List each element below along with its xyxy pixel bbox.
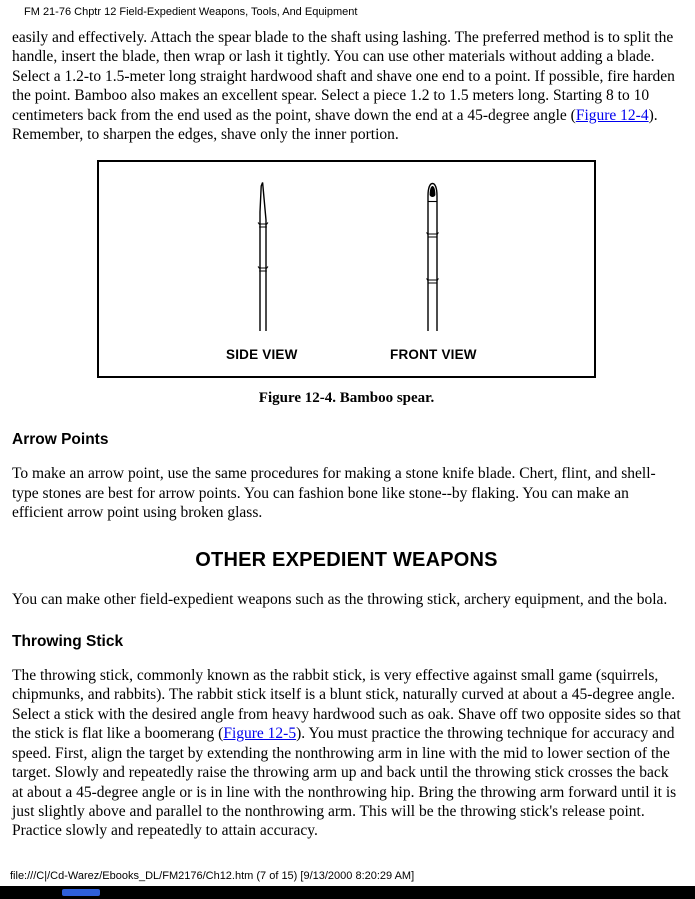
bamboo-spear-side-view-drawing xyxy=(255,180,271,337)
figure-reference-link[interactable]: Figure 12-5 xyxy=(223,725,297,743)
browser-status-file-path: file:///C|/Cd-Warez/Ebooks_DL/FM2176/Ch12.htm (7 of 15) [9/13/2000 8:20:29 AM] xyxy=(10,870,415,882)
bamboo-spear-front-view-drawing xyxy=(424,180,441,337)
figure-front-view-label: FRONT VIEW xyxy=(390,347,477,363)
figure-12-4-frame xyxy=(97,160,596,378)
taskbar[interactable] xyxy=(0,886,695,899)
paragraph-arrow-points: To make an arrow point, use the same procedures for making a stone knife blade. Chert, flint, and shell-type stones are best for arrow points. You can fashion bone like stone--by flaking. You can make an efficient arrow point using broken glass. xyxy=(12,465,656,522)
paragraph-other-weapons: You can make other field-expedient weapons such as the throwing stick, archery equipment, and the bola. xyxy=(12,590,668,608)
heading-throwing-stick: Throwing Stick xyxy=(12,633,124,651)
figure-reference-link[interactable]: Figure 12-4 xyxy=(575,106,649,124)
figure-12-4-caption: Figure 12-4. Bamboo spear. xyxy=(258,390,435,407)
paragraph-spear-instructions: easily and effectively. Attach the spear blade to the shaft using lashing. The preferred method is to split the handle, insert the blade, then wrap or lash it tightly. You can use other materials without adding a blade. Select a 1.2-to 1.5-meter long straight hardwood shaft and shave one end to a point. If possible, fire harden the point. Bamboo also makes an excellent spear. Select a piece 1.2 to 1.5 meters long. Starting 8 to 10 centimeters back from the end used as the point, shave down the end at a 45-degree angle (Figure 12-4). Remember, to sharpen the edges, shave only the inner portion. xyxy=(12,29,675,144)
heading-arrow-points: Arrow Points xyxy=(12,431,109,449)
figure-side-view-label: SIDE VIEW xyxy=(226,347,298,363)
paragraph-throwing-stick: The throwing stick, commonly known as the rabbit stick, is very effective against small game (squirrels, chipmunks, and rabbits). The rabbit stick itself is a blunt stick, naturally curved at about a 45-degree angle. Select a stick with the desired angle from heavy hardwood such as oak. Shave off two opposite sides so that the stick is flat like a boomerang (Figure 12-5). You must practice the throwing technique for accuracy and speed. First, align the target by extending the nonthrowing arm in line with the mid to lower section of the target. Slowly and repeatedly raise the throwing arm up and back until the throwing stick crosses the back at about a 45-degree angle or is in line with the nonthrowing hip. Bring the throwing arm forward until it is just slightly above and parallel to the nonthrowing arm. This will be the throwing stick's release point. Practice slowly and repeatedly to attain accuracy. xyxy=(12,667,681,840)
document-header: FM 21-76 Chptr 12 Field-Expedient Weapons, Tools, And Equipment xyxy=(24,6,358,18)
figure-12-4 xyxy=(97,160,681,378)
heading-other-expedient-weapons: OTHER EXPEDIENT WEAPONS xyxy=(195,548,498,571)
taskbar-start-fragment[interactable] xyxy=(62,889,100,896)
